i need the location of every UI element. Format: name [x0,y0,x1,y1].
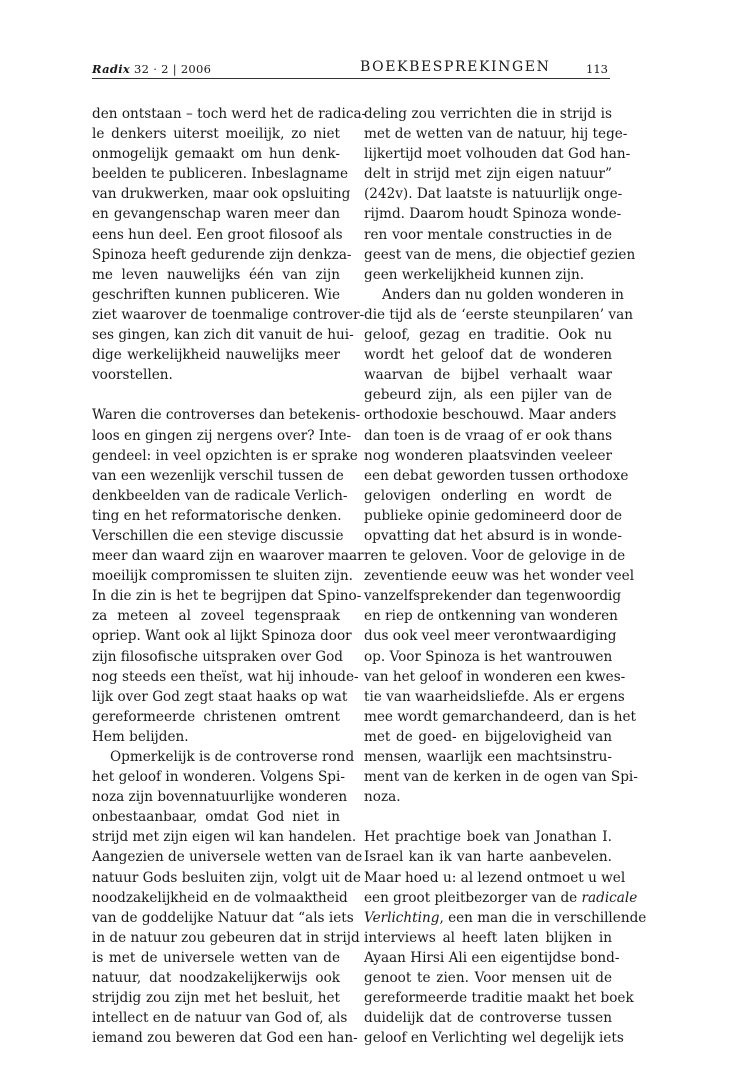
text-line: denkbeelden van de radicale Verlich- [92,487,348,504]
text-line: en gevangenschap waren meer dan [92,206,340,223]
text-line: van drukwerken, maar ook opsluiting [92,186,351,203]
text-line: mee wordt gemarchandeerd, dan is het [364,708,636,725]
text-line: mensen, waarlijk een machtsinstru- [364,749,612,765]
text-line: vanzelfsprekender dan tegenwoordig [364,588,622,605]
text-line: opriep. Want ook al lijkt Spinoza door [92,628,352,645]
text-line [364,888,638,908]
text-line: een debat geworden tussen orthodoxe [364,467,629,484]
section-title: BOEKBESPREKINGEN [360,59,551,75]
text-line: tie van waarheidsliefde. Als er ergens [364,688,625,705]
journal-name: Radix [92,62,131,76]
text-line: van de goddelijke Natuur dat “als iets [92,909,354,926]
text-line: le denkers uiterst moeilijk, zo niet [92,126,340,143]
text-line: In die zin is het te begrijpen dat Spino- [92,588,362,605]
text-line: Opmerkelijk is de controverse rond [110,749,355,765]
text-line: Ayaan Hirsi Ali een eigentijdse bond- [364,949,620,966]
text-line: Het prachtige boek van Jonathan I. [364,829,612,846]
right-column [364,104,647,1048]
text-line: dige werkelijkheid nauwelijks meer [92,347,340,364]
text-line: lijk over God zegt staat haaks op wat [92,688,348,705]
text-line: iemand zou beweren dat God een han- [92,1030,358,1047]
text-line: beelden te publiceren. Inbeslagname [92,166,349,183]
text-line: intellect en de natuur van God of, als [92,1010,348,1027]
text-line: zeventiende eeuw was het wonder veel [364,568,635,585]
text-line: ren voor mentale constructies in de [364,226,612,243]
text-line: ment van de kerken in de ogen van Spi- [364,769,638,786]
text-line: gereformeerde traditie maakt het boek [364,990,634,1007]
text-line: waarvan de bijbel verhaalt waar [364,367,612,384]
text-line: Maar hoed u: al lezend ontmoet u wel [364,869,626,886]
text-line: orthodoxie beschouwd. Maar anders [364,407,617,424]
text-line: delt in strijd met zijn eigen natuur” [364,166,612,183]
text-line: in de natuur zou gebeuren dat in strijd [92,929,360,946]
paragraph-gap [92,385,340,405]
text-line: op. Voor Spinoza is het wantrouwen [364,648,613,665]
text-line: Anders dan nu golden wonderen in [382,286,624,303]
text-line: zijn filosofische uitspraken over God [92,648,344,665]
text-line: wordt het geloof dat de wonderen [364,347,612,364]
text-line: me leven nauwelijks één van zijn [92,266,340,283]
text-line: gendeel: in veel opzichten is er sprake [92,447,358,464]
text-line: strijdig zou zijn met het besluit, het [92,990,340,1007]
journal-issue [92,62,211,76]
text-line: onbestaanbaar, omdat God niet in [92,809,340,826]
text-line: Verschillen die een stevige discussie [92,527,344,544]
text-line: is met de universele wetten van de [92,949,340,966]
text-line: Spinoza heeft gedurende zijn denkza- [92,246,352,263]
text-line: za meteen al zoveel tegenspraak [92,608,340,625]
left-column [92,104,367,1048]
text-line: ting en het reformatorische denken. [92,507,342,524]
text-line: natuur, dat noodzakelijkerwijs ook [92,970,340,987]
text-line: genoot te zien. Voor mensen uit de [364,970,612,987]
text-line: (242v). Dat laatste is natuurlijk onge- [364,186,623,203]
text-line: interviews al heeft laten blijken in [364,929,612,946]
text-line: meer dan waard zijn en waarover maar [92,548,364,565]
text-line: noza zijn bovennatuurlijke wonderen [92,789,348,806]
paragraph-gap [364,807,612,827]
text-line: den ontstaan – toch werd het de radica- [92,106,367,122]
text-line: onmogelijk gemaakt om hun denk- [92,146,340,163]
text-line: geest van de mens, die objectief gezien [364,246,636,263]
text-line: gebeurd zijn, als een pijler van de [364,387,612,404]
text-line: moeilijk compromissen te sluiten zijn. [92,568,353,585]
text-line: opvatting dat het absurd is in wonde- [364,527,622,544]
text-line: van het geloof in wonderen een kwes- [364,668,626,685]
text-line: het geloof in wonderen. Volgens Spi- [92,769,345,786]
text-line: duidelijk dat de controverse tussen [364,1010,612,1027]
text-line: voorstellen. [92,367,173,384]
text-line: gelovigen onderling en wordt de [364,487,612,504]
text-line: deling zou verrichten die in strijd is [364,106,612,122]
text-line: strijd met zijn eigen wil kan handelen. [92,829,357,846]
italic-term: radicale [581,889,638,906]
text-line: gereformeerde christenen omtrent [92,708,340,725]
text-line: noza. [364,789,401,806]
text-line: lijkertijd moet volhouden dat God han- [364,146,631,163]
text-fragment: een groot pleitbezorger van de [364,889,578,906]
text-line: ziet waarover de toenmalige controver- [92,306,365,323]
text-line: nog steeds een theïst, wat hij inhoude- [92,668,359,685]
text-line: van een wezenlijk verschil tussen de [92,467,344,484]
text-line: dus ook veel meer verontwaardiging [364,628,617,645]
text-line: geen werkelijkheid kunnen zijn. [364,266,585,283]
text-line: geloof, gezag en traditie. Ook nu [364,327,612,344]
text-line: met de wetten van de natuur, hij tege- [364,126,628,143]
italic-term: Verlichting [364,909,440,926]
text-line [364,908,647,928]
text-line: natuur Gods besluiten zijn, volgt uit de [92,869,361,886]
text-line: met de goed- en bijgelovigheid van [364,728,612,745]
text-line: publieke opinie gedomineerd door de [364,507,623,524]
text-line: Israel kan ik van harte aanbevelen. [364,849,612,866]
text-line: dan toen is de vraag of er ook thans [364,427,613,444]
text-line: en riep de ontkenning van wonderen [364,608,618,625]
running-header [92,58,610,79]
text-line: ren te geloven. Voor de gelovige in de [364,548,626,565]
text-line: geloof en Verlichting wel degelijk iets [364,1030,624,1047]
page-number: 113 [586,62,608,76]
text-line: rijmd. Daarom houdt Spinoza wonde- [364,206,622,223]
text-line: Aangezien de universele wetten van de [92,849,363,866]
text-line: noodzakelijkheid en de volmaaktheid [92,889,348,906]
text-fragment: , een man die in verschillende [439,909,647,926]
text-line: loos en gingen zij nergens over? Inte- [92,427,352,444]
text-line: Hem belijden. [92,728,189,745]
text-line: ses gingen, kan zich dit vanuit de hui- [92,327,354,344]
text-line: eens hun deel. Een groot filosoof als [92,226,343,243]
text-line: Waren die controverses dan betekenis- [92,407,361,424]
text-line: geschriften kunnen publiceren. Wie [92,286,340,303]
text-line: die tijd als de ‘eerste steunpilaren’ van [364,306,633,323]
text-line: nog wonderen plaatsvinden veeleer [364,447,612,464]
issue-number: 32 · 2 | 2006 [134,62,212,76]
